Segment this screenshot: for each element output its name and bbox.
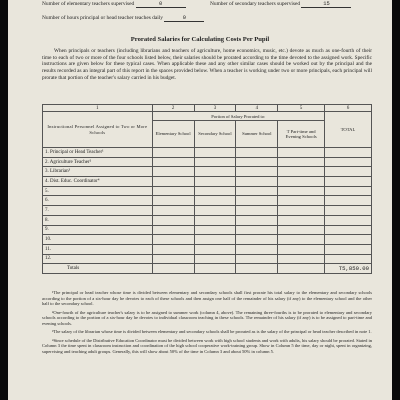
totals-label: Totals xyxy=(43,264,153,274)
table-cell[interactable] xyxy=(325,206,372,216)
table-cell[interactable] xyxy=(236,235,278,245)
table-cell[interactable] xyxy=(278,177,325,187)
table-cell[interactable] xyxy=(236,177,278,187)
table-row xyxy=(43,148,372,158)
total-header: TOTAL xyxy=(325,112,372,148)
table-cell[interactable] xyxy=(152,264,194,274)
table-cell[interactable] xyxy=(236,167,278,177)
table-cell[interactable] xyxy=(152,235,194,245)
table-cell[interactable] xyxy=(236,264,278,274)
row-label: 4. Dist. Educ. Coordinator⁴ xyxy=(43,177,153,187)
table-cell[interactable] xyxy=(194,186,236,196)
row-label: 12. xyxy=(43,254,153,264)
elementary-teachers-label: Number of elementary teachers supervised xyxy=(42,1,135,7)
table-cell[interactable] xyxy=(152,157,194,167)
part-time-evening-header: T Part-time and Evening Schools xyxy=(278,121,325,148)
table-cell[interactable] xyxy=(236,148,278,158)
table-row xyxy=(43,186,372,196)
col-number-2: 2 xyxy=(152,105,194,112)
table-row xyxy=(43,167,372,177)
table-cell[interactable] xyxy=(194,177,236,187)
table-cell[interactable] xyxy=(325,148,372,158)
table-cell[interactable] xyxy=(152,215,194,225)
table-cell[interactable] xyxy=(278,196,325,206)
table-cell[interactable] xyxy=(152,177,194,187)
row-label: 5. xyxy=(43,186,153,196)
table-row xyxy=(43,235,372,245)
table-row xyxy=(43,225,372,235)
table-cell[interactable] xyxy=(325,167,372,177)
daily-hours-field[interactable]: 0 xyxy=(164,15,204,22)
table-cell[interactable] xyxy=(325,225,372,235)
table-cell[interactable] xyxy=(278,244,325,254)
table-cell[interactable] xyxy=(194,235,236,245)
table-cell[interactable] xyxy=(152,225,194,235)
col-number-5: 5 xyxy=(278,105,325,112)
secondary-teachers-field[interactable]: 15 xyxy=(301,1,351,8)
col-number-1: 1 xyxy=(43,105,153,112)
table-cell[interactable] xyxy=(194,264,236,274)
secondary-teachers-line xyxy=(210,1,351,8)
table-cell[interactable] xyxy=(194,206,236,216)
table-cell[interactable] xyxy=(194,254,236,264)
table-cell[interactable] xyxy=(152,244,194,254)
table-cell[interactable] xyxy=(194,244,236,254)
table-row xyxy=(43,206,372,216)
daily-hours-line xyxy=(42,15,204,22)
row-label: 10. xyxy=(43,235,153,245)
table-cell[interactable] xyxy=(152,148,194,158)
table-cell[interactable] xyxy=(325,177,372,187)
row-label: 3. Librarian³ xyxy=(43,167,153,177)
elementary-teachers-field[interactable]: 0 xyxy=(136,1,186,8)
table-cell[interactable] xyxy=(152,254,194,264)
table-cell[interactable] xyxy=(236,244,278,254)
table-cell[interactable] xyxy=(278,254,325,264)
table-cell[interactable] xyxy=(194,148,236,158)
table-cell[interactable] xyxy=(325,157,372,167)
footnote-1: ¹The principal or head teacher whose time is divided between elementary and secondary schools shall first prorate his total salary to the elementary and secondary schools according to the portion of a six-hour day he devotes to each of these schools and then assign one half of the remainder of his salary (if any) to the elementary school and the other half to the secondary school. xyxy=(42,290,372,306)
table-cell[interactable] xyxy=(278,186,325,196)
report-page xyxy=(8,0,392,400)
table-cell[interactable] xyxy=(152,186,194,196)
row-label: 11. xyxy=(43,244,153,254)
table-cell[interactable] xyxy=(278,215,325,225)
table-cell[interactable] xyxy=(236,186,278,196)
table-row xyxy=(43,215,372,225)
table-cell[interactable] xyxy=(194,196,236,206)
table-cell[interactable] xyxy=(325,235,372,245)
table-cell[interactable] xyxy=(236,225,278,235)
table-cell[interactable] xyxy=(236,254,278,264)
table-cell[interactable] xyxy=(194,157,236,167)
prorated-salaries-table xyxy=(42,104,372,274)
table-cell[interactable] xyxy=(278,167,325,177)
table-row xyxy=(43,254,372,264)
row-label: 9. xyxy=(43,225,153,235)
elementary-teachers-line xyxy=(42,1,186,8)
table-cell[interactable] xyxy=(152,196,194,206)
secondary-teachers-label: Number of secondary teachers supervised xyxy=(210,1,301,7)
summer-school-header: Summer School xyxy=(236,121,278,148)
table-cell[interactable] xyxy=(236,157,278,167)
row-label: 6. xyxy=(43,196,153,206)
footnote-3: ³The salary of the librarian whose time is divided between elementary and secondary schools shall be prorated as is the salary of the principal or head teacher described in note 1. xyxy=(52,329,372,334)
table-row xyxy=(43,177,372,187)
table-cell[interactable] xyxy=(152,167,194,177)
table-cell[interactable] xyxy=(152,206,194,216)
row-label: 8. xyxy=(43,215,153,225)
table-cell[interactable] xyxy=(325,244,372,254)
secondary-school-header: Secondary School xyxy=(194,121,236,148)
table-cell[interactable] xyxy=(194,167,236,177)
table-cell[interactable] xyxy=(236,196,278,206)
row-label: 2. Agriculture Teacher² xyxy=(43,157,153,167)
personnel-header: Instructional Personnel Assigned to Two or More Schools xyxy=(43,112,153,148)
table-row xyxy=(43,196,372,206)
table-cell[interactable] xyxy=(194,215,236,225)
row-label: 7. xyxy=(43,206,153,216)
table-cell[interactable] xyxy=(194,225,236,235)
prorated-group-header: Portion of Salary Prorated to: xyxy=(152,112,324,121)
table-cell[interactable] xyxy=(325,254,372,264)
section-title: Prorated Salaries for Calculating Costs Per Pupil xyxy=(130,36,270,43)
footnote-4: ⁴Since schedule of the Distributive Education Coordinator must be divided between work with high school students and work with adults, his salary should be prorated. Stated in Column 3 the time spent in classroom instruction and coordination of the high school cooperative work-training group. Show in Column 5 the time, day or night, spent in organizing, supervising and teaching adult groups. Generally, this will show about 50% of the time in Column 3 and about 50% in column 5. xyxy=(42,337,372,354)
table-row xyxy=(43,244,372,254)
footnotes xyxy=(42,290,372,357)
table-row xyxy=(43,157,372,167)
table-cell[interactable] xyxy=(325,186,372,196)
table-cell[interactable] xyxy=(278,206,325,216)
instructions-paragraph: When principals or teachers (including librarians and teachers of agriculture, home economics, music, etc.) devote as much as one-fourth of their time to each of two or more of the four schools listed below, their salaries should be prorated according to the time devoted to the assigned work. Specific instructions are given below for these typical cases. When applicable these and any other similar cases should be worked out by the principal and the results recorded as an integral part of this report in the spaces provided below. When a teacher is working under two or more principals, each principal will prorate that portion of the teacher's salary carried in his budget. xyxy=(42,48,372,81)
table-cell[interactable] xyxy=(278,157,325,167)
table-cell[interactable] xyxy=(325,215,372,225)
table-cell[interactable] xyxy=(325,196,372,206)
table-cell[interactable] xyxy=(278,148,325,158)
footnote-2: ²One-fourth of the agriculture teacher's salary is to be assigned to summer work (column 4, above). The remaining three-fourths is to be prorated to elementary and secondary schools according to the portion of a six-hour day he devotes to individual classroom teaching in these schools. The remainder of his salary (if any) is to be assigned to part-time and evening schools. xyxy=(42,309,372,326)
grand-total-value[interactable]: T5,850.00 xyxy=(325,264,372,274)
col-number-3: 3 xyxy=(194,105,236,112)
table-cell[interactable] xyxy=(278,225,325,235)
table-cell[interactable] xyxy=(236,215,278,225)
totals-row xyxy=(43,264,372,274)
table-cell[interactable] xyxy=(278,235,325,245)
col-number-4: 4 xyxy=(236,105,278,112)
row-label: 1. Principal or Head Teacher¹ xyxy=(43,148,153,158)
daily-hours-label: Number of hours principal or head teacher teaches daily xyxy=(42,15,163,21)
elementary-school-header: Elementary School xyxy=(152,121,194,148)
table-cell[interactable] xyxy=(278,264,325,274)
table-cell[interactable] xyxy=(236,206,278,216)
col-number-6: 6 xyxy=(325,105,372,112)
